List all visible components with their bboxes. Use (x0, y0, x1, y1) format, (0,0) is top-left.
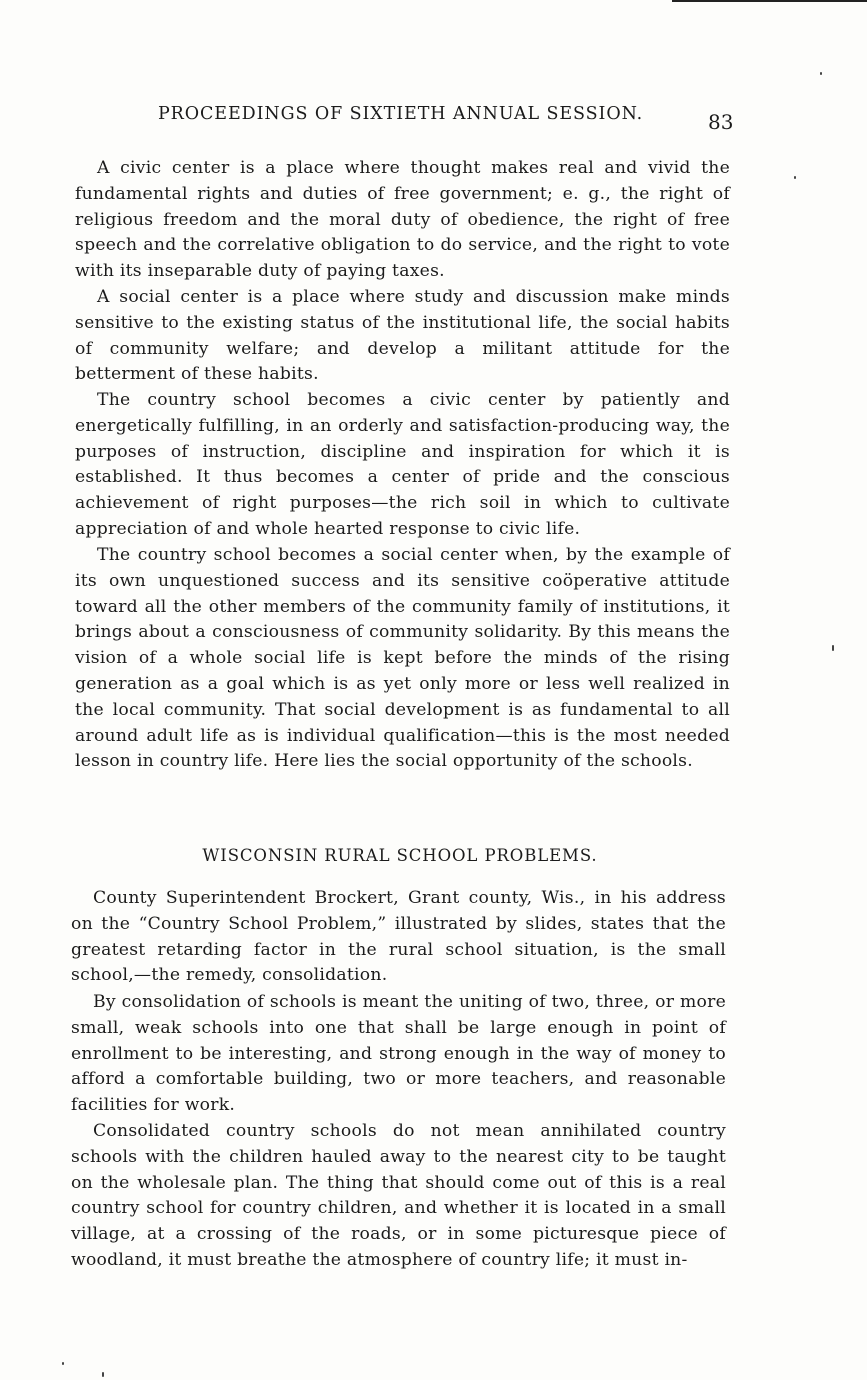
scan-speck (832, 645, 834, 651)
scan-speck (62, 1362, 64, 1365)
section-paragraph (71, 1119, 726, 1274)
body-paragraph (75, 388, 730, 543)
paragraph-text: Consolidated country schools do not mean annihilated country schools with the children hauled away to the nearest city to be taught on the wholesale plan. The thing that should come out of this is a real country school for country children, and whether it is located in a small village, at a crossing of the roads, or in some picturesque piece of woodland, it must breathe the atmosphere of country life; it must in- (71, 1121, 726, 1270)
scan-speck (794, 176, 796, 179)
paragraph-text: A social center is a place where study and discussion make minds sensitive to the existing status of the institutional life, the social habits of community welfare; and develop a militant attitude for the betterment of these habits. (75, 287, 730, 385)
scan-speck (102, 1372, 104, 1377)
body-paragraph (75, 285, 730, 388)
paragraph-text: The country school becomes a social center when, by the example of its own unquestioned success and its sensitive coöperative attitude toward all the other members of the community family of institutions, it brings about a consciousness of community solidarity. By this means the vision of a whole social life is kept before the minds of the rising generation as a goal which is as yet only more or less well realized in the local community. That social development is as fundamental to all around adult life as is individual qualification—this is the most needed lesson in country life. Here lies the social opportunity of the schools. (75, 545, 730, 772)
paragraph-text: A civic center is a place where thought makes real and vivid the fundamental rights and duties of free government; e. g., the right of religious freedom and the moral duty of obedience, the right of free speech and the correlative obligation to do service, and the right to vote with its inseparable duty of paying taxes. (75, 158, 730, 282)
section-paragraph (71, 886, 726, 989)
body-paragraph (75, 156, 730, 285)
paragraph-text: The country school becomes a civic center by patiently and energetically fulfilling, in an orderly and satisfaction-producing way, the purposes of instruction, discipline and inspiration for which it is established. It thus becomes a center of pride and the conscious achievement of right purposes—the rich soil in which to cultivate appreciation of and whole hearted response to civic life. (75, 390, 730, 539)
section-heading: WISCONSIN RURAL SCHOOL PROBLEMS. (202, 846, 598, 865)
section-paragraph (71, 990, 726, 1119)
top-edge-rule (672, 0, 867, 2)
paragraph-text: By consolidation of schools is meant the uniting of two, three, or more small, weak schools into one that shall be large enough in point of enrollment to be interesting, and strong enough in the way of money to afford a comfortable building, two or more teachers, and reasonable facilities for work. (71, 992, 726, 1116)
scan-speck (820, 72, 822, 75)
page-number: 83 (708, 110, 734, 134)
running-header-title: PROCEEDINGS OF SIXTIETH ANNUAL SESSION. (158, 104, 644, 124)
body-paragraph (75, 543, 730, 775)
running-header (158, 104, 738, 134)
paragraph-text: County Superintendent Brockert, Grant county, Wis., in his address on the “Country School Problem,” illustrated by slides, states that the greatest retarding factor in the rural school situation, is the small school,—the remedy, consolidation. (71, 888, 726, 986)
